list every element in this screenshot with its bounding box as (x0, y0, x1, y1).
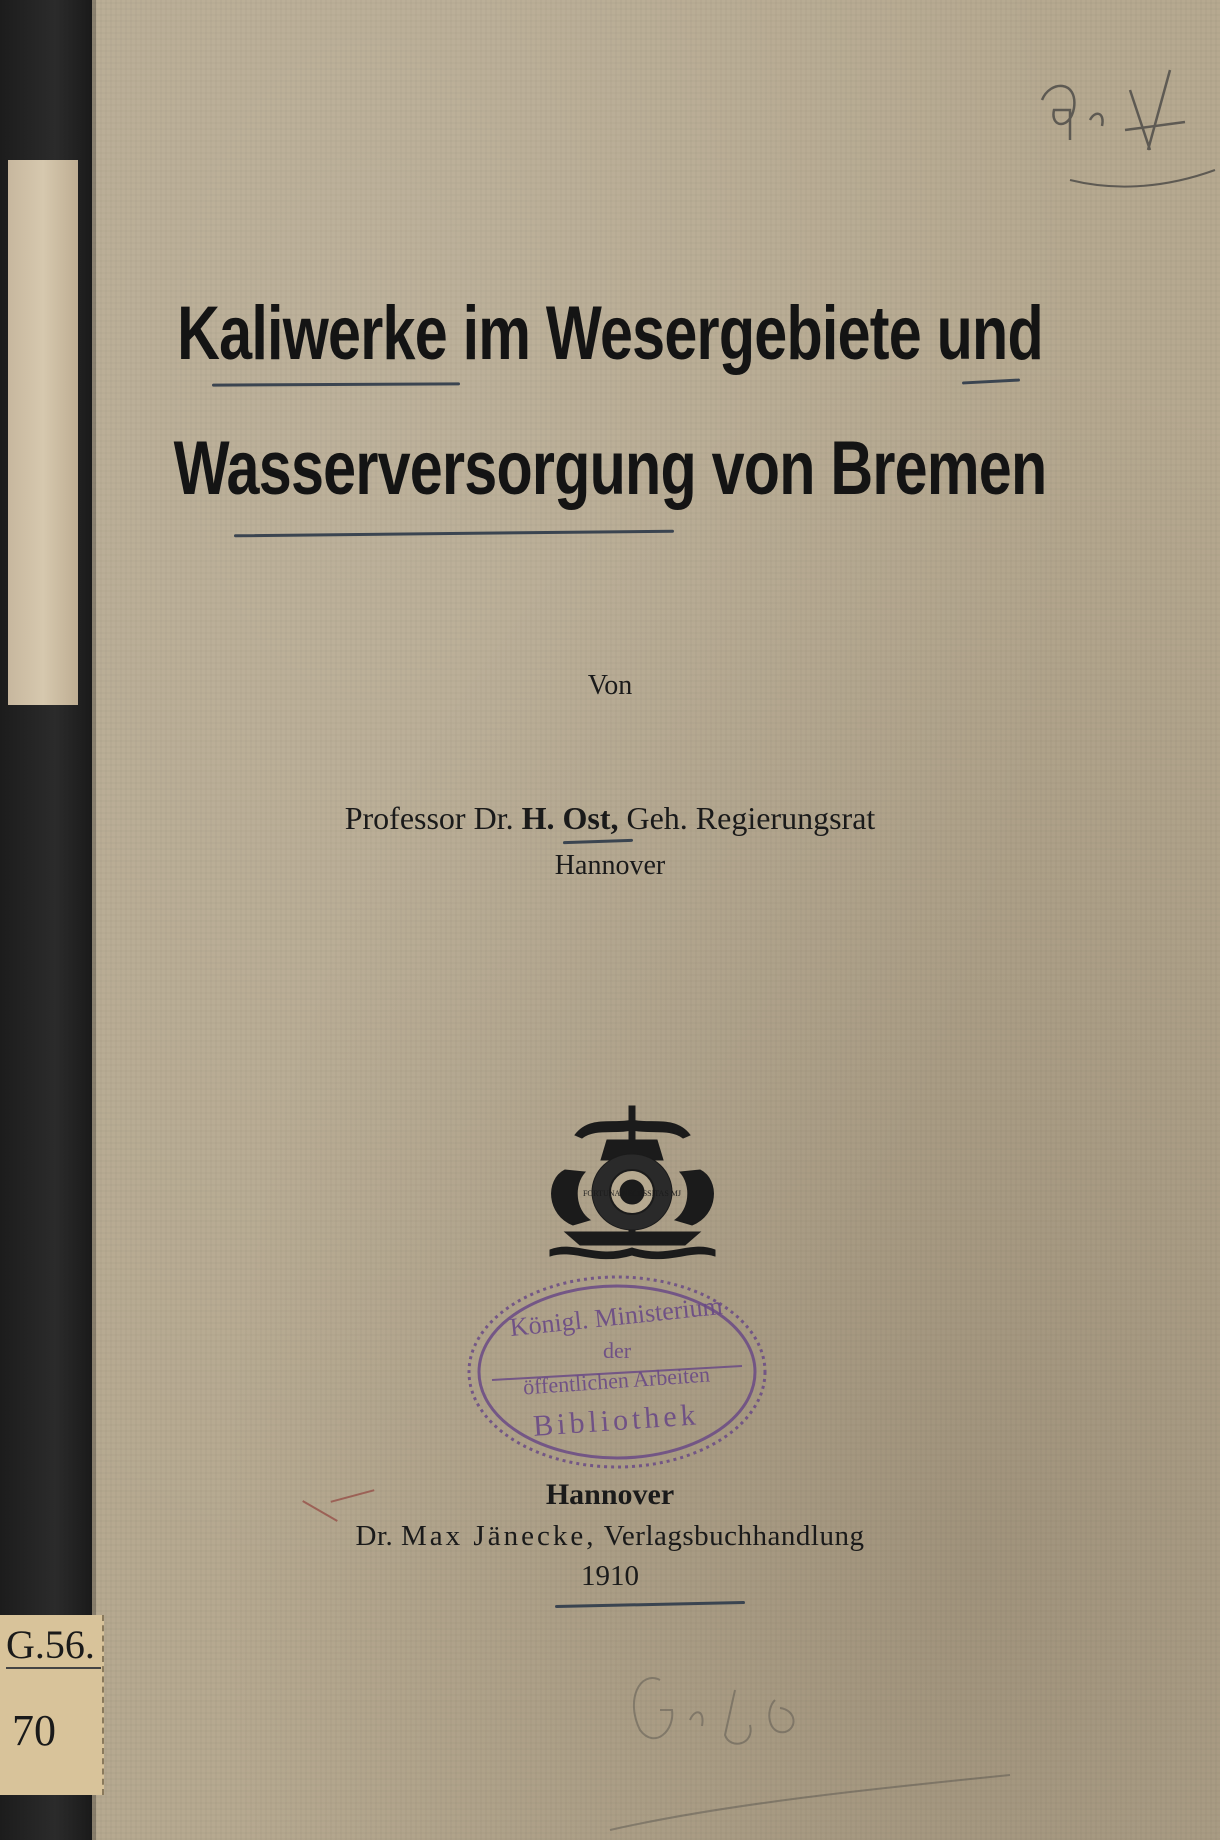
spine-paper-strip (8, 160, 78, 705)
shelf-label (0, 1615, 104, 1795)
author-title: Professor Dr. (344, 800, 514, 836)
logo-text: FORTUNA NECESSITAS MJ (582, 1189, 682, 1198)
author-line (0, 800, 1220, 837)
imprint-city: Hannover (545, 1478, 675, 1511)
imprint-year: 1910 (581, 1560, 639, 1592)
byline-prefix: Von (587, 670, 633, 701)
pencil-underline (563, 839, 633, 844)
author-name: H. Ost, (521, 800, 619, 836)
pencil-bottom-text: Gr. 56 (600, 1640, 603, 1641)
imprint-publisher (0, 1520, 1220, 1553)
pencil-underline (234, 530, 674, 538)
author-city: Hannover (554, 850, 666, 881)
pencil-underline (962, 378, 1020, 384)
shelf-label-line-1: G.56. (6, 1623, 101, 1669)
shelf-label-line-2: 70 (12, 1706, 56, 1755)
pencil-annotation (600, 1640, 1020, 1840)
stamp-line-2: der (602, 1338, 632, 1363)
stamp-line-1: Königl. Ministerium (508, 1290, 724, 1343)
pencil-top-text: Gr. 4 (1030, 50, 1032, 51)
stamp-line-4: Bibliothek (532, 1398, 701, 1443)
publisher-name: Max Jänecke, (401, 1520, 597, 1552)
title-line-1: Kaliwerke im Wesergebiete und (177, 291, 1043, 376)
pencil-underline (555, 1601, 745, 1608)
publisher-prefix: Dr. (355, 1520, 394, 1552)
title-line-2: Wasserversorgung von Bremen (173, 426, 1047, 511)
pencil-underline (212, 382, 460, 386)
stamp-line-3: öffentlichen Arbeiten (522, 1361, 711, 1400)
pencil-annotation (1030, 50, 1220, 210)
author-rank: Geh. Regierungsrat (626, 800, 876, 836)
ship-emblem-icon (545, 1100, 720, 1265)
library-stamp (462, 1270, 772, 1475)
publisher-suffix: Verlagsbuchhandlung (603, 1520, 865, 1552)
